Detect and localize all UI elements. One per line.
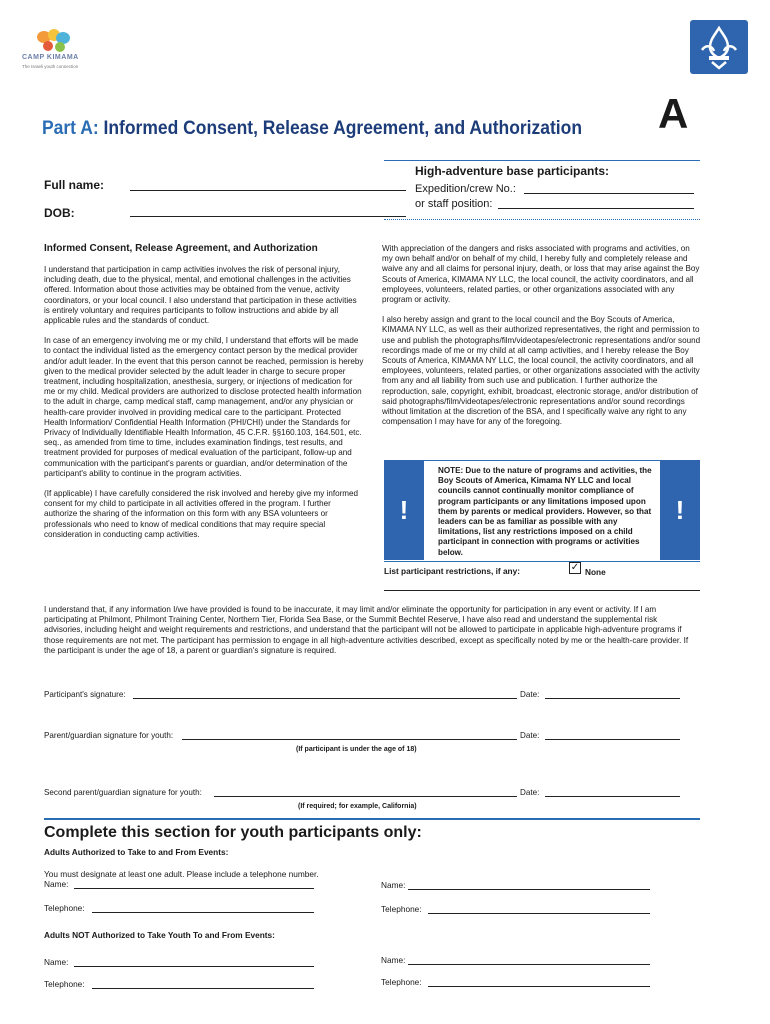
none-label: None <box>585 567 606 577</box>
not-authorized-telephone-1-field[interactable] <box>92 988 314 989</box>
not-authorized-heading: Adults NOT Authorized to Take Youth To and From Events: <box>44 930 275 940</box>
left-column <box>44 243 364 540</box>
staff-position-field[interactable] <box>498 208 694 209</box>
note-text: NOTE: Due to the nature of programs and activities, the Boy Scouts of America, Kimama NY LLC and local councils cannot continually monitor compliance of program participants or any limitations imposed upon them by parents or medical providers. However, so that leaders can be as familiar as possible with any limitations, list any restrictions imposed on a child participant in connection with programs or activities below. <box>438 466 652 557</box>
full-name-field[interactable] <box>130 190 406 191</box>
participant-date-label: Date: <box>520 690 540 699</box>
authorized-telephone-1-field[interactable] <box>92 912 314 913</box>
consent-heading: Informed Consent, Release Agreement, and Authorization <box>44 243 318 254</box>
expedition-label: Expedition/crew No.: <box>415 183 516 195</box>
restrictions-field[interactable] <box>384 590 700 591</box>
consent-paragraph-2: In case of an emergency involving me or my child, I understand that efforts will be made to contact the individual listed as the emergency contact person by the medical provider and/or adult leader. In the event that this person cannot be reached, permission is hereby given to the medical provider selected by the adult leader in charge to secure proper treatment, including hospitalization, anesthesia, surgery, or injections of medication for me or my child. Medical providers are authorized to disclose protected health information to the adult in charge, camp medical staff, camp management, and/or any physician or health-care provider involved in providing medical care to the participant. Protected Health Information/ Confidential Health Information (PHI/CHI) under the Standards for Privacy of Individually Identifiable Health Information, 45 C.F.R. §§160.103, 164.501, etc. seq., as amended from time to time, includes examination findings, test results, and treatment provided for purposes of medical evaluation of the participant, follow-up and communication with the participant's parents or guardian, and/or determination of the participant's ability to continue in the program activities. <box>44 336 364 478</box>
second-parent-signature-field[interactable] <box>214 796 517 797</box>
authorized-instruction: You must designate at least one adult. Please include a telephone number. <box>44 869 319 879</box>
staff-position-label: or staff position: <box>415 198 493 210</box>
consent-paragraph-3: (If applicable) I have carefully considered the risk involved and hereby give my informed consent for my child to participate in all activities offered in the program. I further authorize the sharing of the information on this form with any BSA volunteers or professionals who need to know of medical conditions that may require special consideration in conducting camp activities. <box>44 489 359 539</box>
authorized-telephone-1-label: Telephone: <box>44 903 85 913</box>
consent-paragraph-1: I understand that participation in camp activities involves the risk of personal injury, including death, due to the physical, mental, and emotional challenges in the activities offered. Information about those activities may be obtained from the venue, activity coordinators, or your local council. I also understand that participation in these activities is entirely voluntary and requires participants to follow instructions and abide by all applicable rules and the standards of conduct. <box>44 265 357 326</box>
participant-signature-label: Participant's signature: <box>44 690 126 699</box>
parent-date-field[interactable] <box>545 739 680 740</box>
parent-signature-field[interactable] <box>182 739 517 740</box>
dob-label: DOB: <box>44 206 75 220</box>
expedition-field[interactable] <box>524 193 694 194</box>
participant-signature-field[interactable] <box>133 698 517 699</box>
authorized-telephone-2-label: Telephone: <box>381 904 422 914</box>
part-letter: A <box>658 90 689 137</box>
not-authorized-name-2-label: Name: <box>381 955 406 965</box>
second-parent-note: (If required; for example, California) <box>298 803 417 810</box>
title-text: Informed Consent, Release Agreement, and Authorization <box>98 118 583 139</box>
restrictions-label: List participant restrictions, if any: <box>384 566 521 576</box>
media-release-paragraph: I also hereby assign and grant to the local council and the Boy Scouts of America, KIMAMA NY LLC, as well as their authorized representatives, the right and permission to use and publish the photographs/film/videotapes/electronic representations and/or sound recordings made of me or my child at all camp activities, and I hereby release the Boy Scouts of America, KIMAMA NY LLC, the local council, the activity coordinators, and all employees, volunteers, related parties, or other organizations associated with the activity from any and all liability from such use and publication. I further authorize the reproduction, sale, copyright, exhibit, broadcast, electronic storage, and/or distribution of said photographs/film/videotapes/electronic representations and/or sound recordings without limitation at the discretion of the BSA, and I specifically waive any right to any compensation I may have for any of the foregoing. <box>382 315 701 427</box>
exclamation-icon: ! <box>384 460 424 560</box>
section-divider <box>44 818 700 820</box>
authorized-name-2-label: Name: <box>381 880 406 890</box>
not-authorized-telephone-1-label: Telephone: <box>44 979 85 989</box>
not-authorized-name-1-label: Name: <box>44 957 69 967</box>
second-parent-date-label: Date: <box>520 788 540 797</box>
logo-tagline: The Israeli youth connection <box>22 64 79 69</box>
authorized-adults-heading: Adults Authorized to Take to and From Events: <box>44 847 229 857</box>
none-checkbox[interactable]: ✓ <box>570 562 580 573</box>
right-column <box>382 244 702 427</box>
supplemental-statement: I understand that, if any information I/we have provided is found to be inaccurate, it may limit and/or eliminate the opportunity for participation in any event or activity. If I am participating at Philmont, Philmont Training Center, Northern Tier, Florida Sea Base, or the Summit Bechtel Reserve, I have also read and understand the supplemental risk advisories, including height and weight requirements and restrictions, and understand that the participant will not be allowed to participate in applicable high-adventure programs if those requirements are not met. The participant has permission to engage in all high-adventure activities described, except as specifically noted by me or the health-care provider. If the participant is under the age of 18, a parent or guardian's signature is required. <box>44 605 689 655</box>
part-label: Part A: <box>42 118 99 139</box>
not-authorized-telephone-2-field[interactable] <box>428 986 650 987</box>
full-name-label: Full name: <box>44 178 105 192</box>
authorized-telephone-2-field[interactable] <box>428 913 650 914</box>
authorized-name-1-label: Name: <box>44 879 69 889</box>
exclamation-icon-right: ! <box>660 460 700 560</box>
participant-date-field[interactable] <box>545 698 680 699</box>
parent-signature-label: Parent/guardian signature for youth: <box>44 731 174 740</box>
parent-date-label: Date: <box>520 731 540 740</box>
logo-name: CAMP KIMAMA <box>22 54 79 61</box>
camp-kimama-logo-icon <box>34 28 74 54</box>
not-authorized-name-1-field[interactable] <box>74 966 314 967</box>
dob-field[interactable] <box>130 216 406 217</box>
not-authorized-name-2-field[interactable] <box>408 964 650 965</box>
release-paragraph: With appreciation of the dangers and risks associated with programs and activities, on my own behalf and/or on behalf of my child, I hereby fully and completely release and waive any and all claims for personal injury, death, or loss that may arise against the Boy Scouts of America, KIMAMA NY LLC, the local council, the activity coordinators, and all employees, volunteers, related parties, or other organizations associated with any program or activity. <box>382 244 700 305</box>
second-parent-date-field[interactable] <box>545 796 680 797</box>
second-parent-signature-label: Second parent/guardian signature for youth: <box>44 788 202 797</box>
parent-age-note: (If participant is under the age of 18) <box>296 746 417 753</box>
authorized-name-2-field[interactable] <box>408 889 650 890</box>
youth-section-heading: Complete this section for youth participants only: <box>44 824 422 841</box>
high-adventure-title: High-adventure base participants: <box>415 164 610 178</box>
bsa-emblem-icon <box>690 20 748 74</box>
not-authorized-telephone-2-label: Telephone: <box>381 977 422 987</box>
page-title <box>42 118 582 140</box>
authorized-name-1-field[interactable] <box>74 888 314 889</box>
